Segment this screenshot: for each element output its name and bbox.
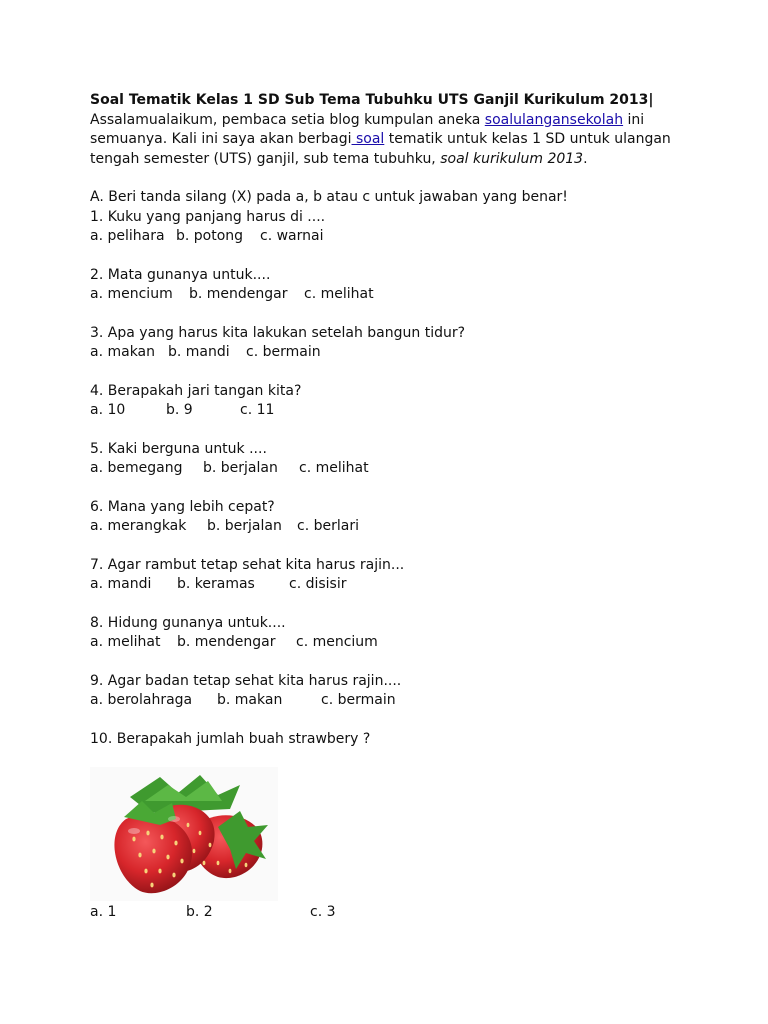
strawberries-illustration (90, 767, 278, 901)
question-text: 5. Kaki berguna untuk .... (90, 440, 267, 457)
document-body (90, 91, 700, 923)
option-b: b. mendengar (189, 286, 288, 302)
answer-options (90, 227, 700, 247)
option-b: b. 9 (166, 402, 193, 418)
strawberry-image (90, 767, 278, 901)
option-c: c. 11 (240, 402, 275, 418)
question-9 (90, 672, 700, 711)
question-8 (90, 614, 700, 653)
option-a: a. mandi (90, 576, 152, 592)
option-a: a. mencium (90, 286, 173, 302)
answer-options (90, 285, 700, 305)
question-3 (90, 324, 700, 363)
option-c: c. disisir (289, 576, 347, 592)
question-text: 2. Mata gunanya untuk.... (90, 266, 271, 283)
option-b: b. mandi (168, 344, 230, 360)
option-c: c. melihat (299, 460, 369, 476)
question-4 (90, 382, 700, 421)
option-c: c. bermain (246, 344, 321, 360)
intro-end: . (583, 150, 588, 167)
answer-options (90, 517, 700, 537)
intro-text-1: Assalamualaikum, pembaca setia blog kumpulan aneka (90, 111, 485, 128)
answer-options (90, 633, 700, 653)
document-title: Soal Tematik Kelas 1 SD Sub Tema Tubuhku UTS Ganjil Kurikulum 2013| (90, 92, 654, 108)
option-b: b. potong (176, 228, 244, 244)
question-10 (90, 730, 700, 923)
soalulangansekolah-link[interactable]: soalulangansekolah (484, 111, 624, 128)
intro-italic-text: soal kurikulum 2013 (440, 150, 584, 167)
option-a: a. pelihara (90, 228, 165, 244)
question-text: 10. Berapakah jumlah buah strawbery ? (90, 730, 371, 747)
option-b: b. makan (217, 692, 283, 708)
instruction-text: A. Beri tanda silang (X) pada a, b atau c untuk jawaban yang benar! (90, 189, 568, 205)
option-c: c. berlari (297, 518, 359, 534)
option-b: b. 2 (186, 904, 213, 920)
option-a: a. 10 (90, 402, 126, 418)
option-a: a. 1 (90, 904, 117, 920)
answer-options (90, 575, 700, 595)
question-text: 4. Berapakah jari tangan kita? (90, 382, 302, 399)
soal-link[interactable]: soal (351, 131, 385, 147)
question-text: 7. Agar rambut tetap sehat kita harus rajin... (90, 556, 405, 573)
option-a: a. melihat (90, 634, 161, 650)
option-a: a. berolahraga (90, 692, 193, 708)
option-c: c. 3 (310, 904, 336, 920)
option-a: a. makan (90, 344, 156, 360)
answer-options (90, 343, 700, 363)
option-b: b. mendengar (177, 634, 276, 650)
option-c: c. warnai (260, 228, 324, 244)
option-c: c. bermain (321, 692, 396, 708)
option-b: b. berjalan (207, 518, 282, 534)
question-2 (90, 266, 700, 305)
intro-text-2: ini semuanya. Kali ini saya akan berbagi (90, 111, 645, 147)
question-6 (90, 498, 700, 537)
question-1 (90, 208, 700, 247)
question-text: 1. Kuku yang panjang harus di .... (90, 208, 326, 225)
question-text: 3. Apa yang harus kita lakukan setelah bangun tidur? (90, 324, 466, 341)
option-a: a. merangkak (90, 518, 187, 534)
question-5 (90, 440, 700, 479)
option-a: a. bemegang (90, 460, 183, 476)
answer-options (90, 903, 700, 923)
option-c: c. melihat (304, 286, 374, 302)
answer-options (90, 691, 700, 711)
intro-paragraph (90, 111, 700, 170)
answer-options (90, 459, 700, 479)
question-text: 6. Mana yang lebih cepat? (90, 498, 275, 515)
option-c: c. mencium (296, 634, 378, 650)
question-text: 9. Agar badan tetap sehat kita harus rajin.... (90, 672, 402, 689)
answer-options (90, 401, 700, 421)
option-b: b. keramas (177, 576, 255, 592)
question-7 (90, 556, 700, 595)
question-text: 8. Hidung gunanya untuk.... (90, 614, 286, 631)
option-b: b. berjalan (203, 460, 278, 476)
intro-text-3: tematik untuk kelas 1 SD untuk ulangan tengah semester (UTS) ganjil, sub tema tubuhku, (90, 131, 671, 167)
